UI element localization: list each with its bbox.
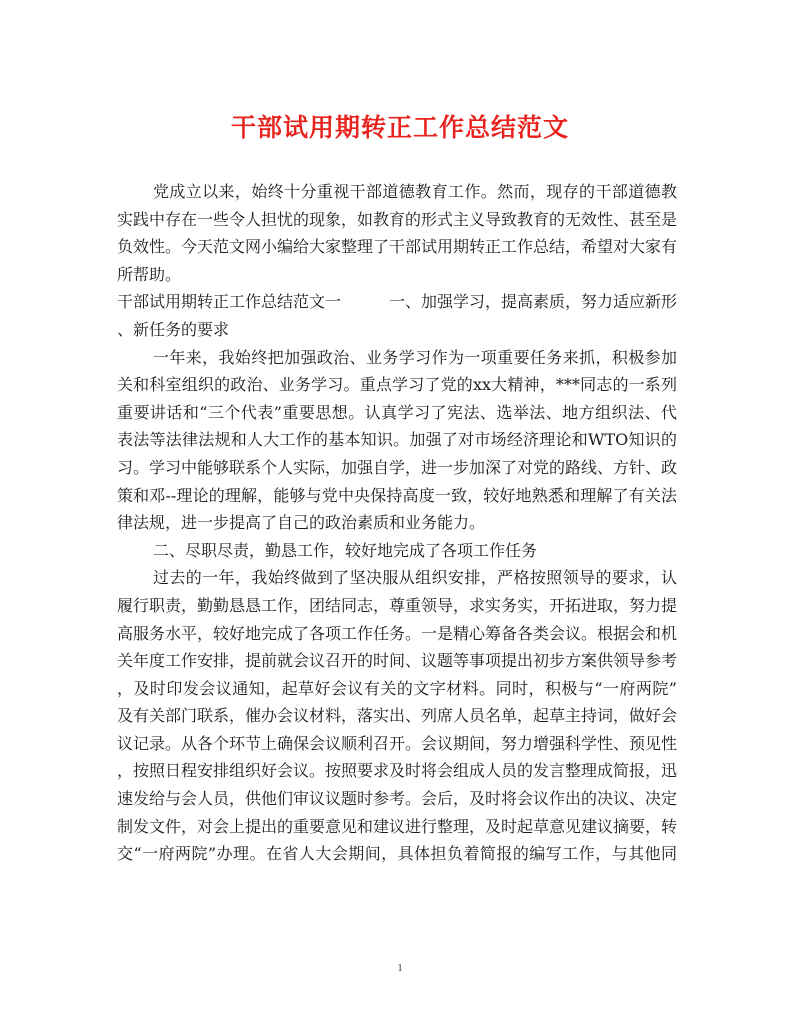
text-line: 习。学习中能够联系个人实际，加强自学，进一步加深了对党的路线、方针、政 [117, 457, 677, 477]
text-line: 干部试用期转正工作总结范文一 一、加强学习，提高素质，努力适应新形 [117, 292, 677, 312]
text-line: ，及时印发会议通知，起草好会议有关的文字材料。同时，积极与“一府两院” [117, 678, 677, 698]
text-line: 履行职责，勤勤恳恳工作，团结同志，尊重领导，求实务实，开拓进取，努力提 [117, 595, 677, 615]
text-line: 负效性。今天范文网小编给大家整理了干部试用期转正工作总结，希望对大家有 [117, 237, 677, 257]
text-line: 关年度工作安排，提前就会议召开的时间、议题等事项提出初步方案供领导参考 [117, 651, 677, 671]
text-line: 策和邓--理论的理解，能够与党中央保持高度一致，较好地熟悉和理解了有关法 [117, 485, 677, 505]
text-line: 表法等法律法规和人大工作的基本知识。加强了对市场经济理论和WTO知识的 [117, 430, 677, 450]
page-number: 1 [397, 962, 403, 974]
text-line: 重要讲话和“三个代表”重要思想。认真学习了宪法、选举法、地方组织法、代 [117, 402, 677, 422]
text-line: 高服务水平，较好地完成了各项工作任务。一是精心筹备各类会议。根据会和机 [117, 623, 677, 643]
text-line: 速发给与会人员，供他们审议议题时参考。会后，及时将会议作出的决议、决定 [117, 789, 677, 809]
text-line: 议记录。从各个环节上确保会议顺利召开。会议期间，努力增强科学性、预见性 [117, 733, 677, 753]
text-line: ，按照日程安排组织好会议。按照要求及时将会组成人员的发言整理成简报，迅 [117, 761, 677, 781]
text-line: 律法规，进一步提高了自己的政治素质和业务能力。 [117, 513, 486, 533]
text-line: 及有关部门联系，催办会议材料，落实出、列席人员名单，起草主持词，做好会 [117, 706, 677, 726]
document-body [117, 178, 677, 868]
text-line: 交“一府两院”办理。在省人大会期间，具体担负着简报的编写工作，与其他同 [117, 844, 677, 864]
text-line: 所帮助。 [117, 264, 182, 284]
text-line: 二、尽职尽责，勤恳工作，较好地完成了各项工作任务 [153, 540, 538, 560]
text-line: 制发文件，对会上提出的重要意见和建议进行整理，及时起草意见建议摘要，转 [117, 816, 677, 836]
text-line: 一年来，我始终把加强政治、业务学习作为一项重要任务来抓，积极参加 [153, 347, 677, 367]
text-line: 过去的一年，我始终做到了坚决服从组织安排，严格按照领导的要求，认 [153, 568, 677, 588]
text-line: 党成立以来，始终十分重视干部道德教育工作。然而，现存的干部道德教 [153, 182, 677, 201]
document-title: 干部试用期转正工作总结范文 [230, 113, 569, 142]
text-line: 关和科室组织的政治、业务学习。重点学习了党的xx大精神，***同志的一系列 [117, 375, 677, 395]
text-line: 实践中存在一些令人担忧的现象，如教育的形式主义导致教育的无效性、甚至是 [117, 209, 677, 229]
text-line: 、新任务的要求 [117, 319, 230, 339]
